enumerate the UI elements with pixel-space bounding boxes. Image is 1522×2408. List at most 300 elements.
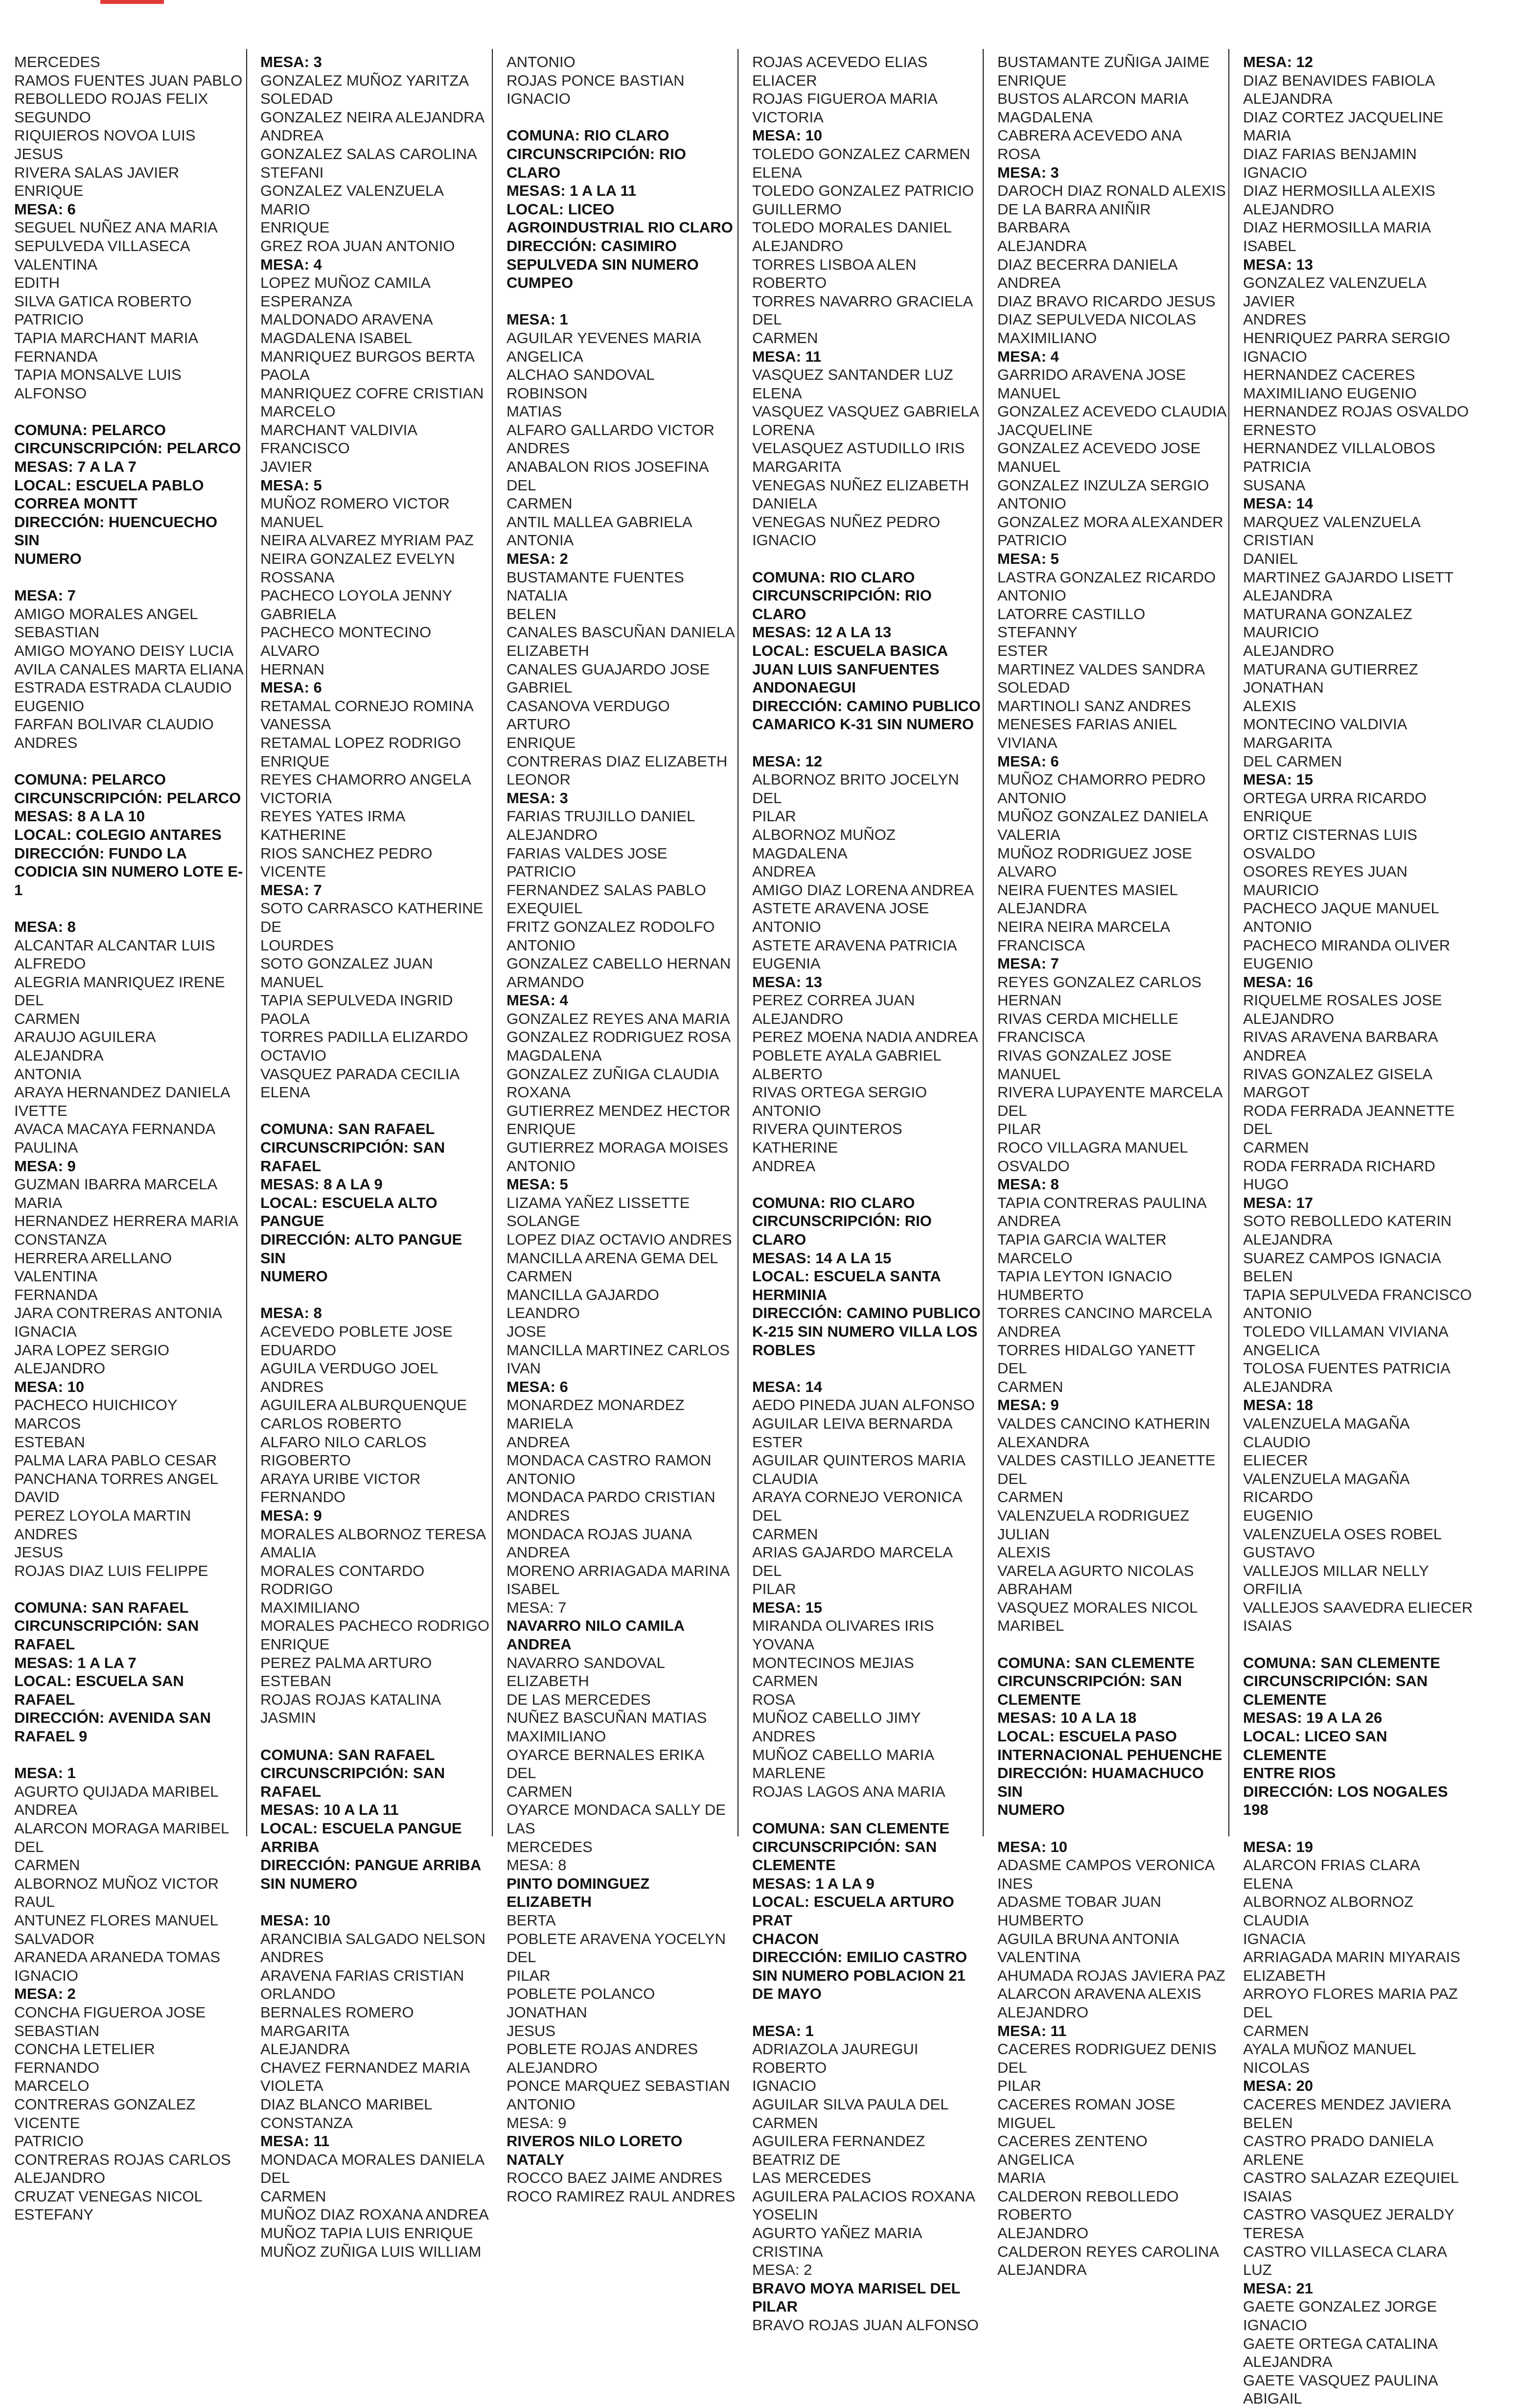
voter-name-line: ALEJANDRA [1243,2353,1333,2371]
voter-name-line: POBLETE ARAVENA YOCELYN DEL [507,1930,730,1966]
section-header-line: COMUNA: RIO CLARO [752,568,915,586]
voter-name-line: LEONOR [507,771,571,788]
voter-name-line: FERNANDA [14,1286,98,1303]
voter-name-line: AGUILERA PALACIOS ROXANA [752,2187,975,2205]
voter-name-line: RIVAS ORTEGA SERGIO ANTONIO [752,1084,931,1119]
voter-name-line: GONZALEZ RODRIGUEZ ROSA [507,1028,731,1046]
voter-name-line: LASTRA GONZALEZ RICARDO [997,568,1216,586]
section-header-line: LOCAL: ESCUELA ALTO PANGUE [260,1194,442,1230]
voter-name-line: ADASME TOBAR JUAN HUMBERTO [997,1893,1166,1929]
voter-name-line: ERNESTO [1243,421,1316,439]
mesa-heading: MESA: 3 [507,789,568,807]
voter-name-line: ALARCON MORAGA MARIBEL DEL [14,1820,233,1855]
voter-name-line: TAPIA CONTRERAS PAULINA [997,1194,1207,1211]
mesa-heading: MESA: 7 [260,881,322,899]
voter-name-line: PACHECO MONTECINO ALVARO [260,624,435,659]
mesa-heading: MESA: 5 [507,1176,568,1193]
mesa-heading: MESA: 11 [752,347,822,365]
voter-name-line: GONZALEZ MUÑOZ YARITZA [260,71,469,89]
section-header-line: CIRCUNSCRIPCIÓN: SAN [260,1139,445,1157]
voter-name-line: ENRIQUE [260,752,330,770]
voter-name-line: AMIGO MOYANO DEISY LUCIA [14,642,234,659]
section-header-line: DIRECCIÓN: LOS NOGALES 198 [1243,1783,1453,1819]
section-header-line: SEPULVEDA SIN NUMERO [507,255,699,273]
voter-name-line: VALENZUELA MAGAÑA RICARDO [1243,1470,1413,1506]
voter-name-line: CONCHA FIGUEROA JOSE [14,2003,206,2021]
voter-name-line: CARMEN [997,1488,1063,1506]
voter-name-line: PACHECO HUICHICOY MARCOS [14,1396,182,1432]
voter-name-line: TAPIA LEYTON IGNACIO HUMBERTO [997,1268,1176,1303]
voter-name-line: BUSTAMANTE FUENTES NATALIA [507,568,689,604]
section-header-line: CIRCUNSCRIPCIÓN: RIO CLARO [752,1212,936,1248]
voter-name-line: PACHECO JAQUE MANUEL ANTONIO [1243,900,1442,935]
voter-name-line: BUSTAMANTE ZUÑIGA JAIME [997,53,1210,70]
voter-name-line: TAPIA GARCIA WALTER MARCELO [997,1231,1171,1267]
voter-name-line: SEPULVEDA VILLASECA VALENTINA [14,237,194,273]
voter-name-line: ARAVENA FARIAS CRISTIAN [260,1967,464,1984]
section-header-line: DIRECCIÓN: HUAMACHUCO SIN [997,1764,1208,1800]
voter-name-line: ANDRES [507,1506,570,1524]
voter-name-line: SEBASTIAN [14,2022,99,2039]
voter-name-line: VENEGAS NUÑEZ PEDRO IGNACIO [752,513,945,549]
section-header-line: LOCAL: ESCUELA SANTA [752,1268,941,1285]
voter-name-line: VASQUEZ SANTANDER LUZ ELENA [752,366,958,402]
voter-name-line: LOPEZ DIAZ OCTAVIO ANDRES [507,1231,732,1248]
voter-name-line: ROJAS ROJAS KATALINA JASMIN [260,1690,445,1727]
voter-name-line: LORENA [752,421,815,439]
voter-name-line: NEIRA NEIRA MARCELA FRANCISCA [997,918,1174,954]
blank-line [260,1286,490,1304]
column-divider [246,49,247,1836]
column-divider [983,49,984,1836]
section-header-line: CIRCUNSCRIPCIÓN: SAN [997,1672,1182,1690]
voter-name-line: ALEJANDRO [997,2003,1089,2021]
voter-name-line: GUZMAN IBARRA MARCELA MARIA [14,1176,221,1211]
section-header-line: CIRCUNSCRIPCIÓN: RIO CLARO [507,145,691,181]
voter-name-line: ANTONIO [997,495,1066,512]
voter-name-line: ANDREA [507,1433,570,1451]
section-header-line: DIRECCIÓN: ALTO PANGUE SIN [260,1231,466,1267]
voter-name-line: ALARCON FRIAS CLARA ELENA [1243,1856,1424,1892]
section-header-line: CLEMENTE [997,1690,1081,1708]
voter-name-line: AGUILAR QUINTEROS MARIA [752,1452,966,1469]
mesa-heading: MESA: 10 [260,1911,330,1929]
section-header-line: MESAS: 8 A LA 10 [14,808,145,825]
section-header-line: DIRECCIÓN: CAMINO PUBLICO [752,697,981,715]
blank-line [14,402,244,421]
voter-name-line: VALLEJOS MILLAR NELLY ORFILIA [1243,1562,1433,1598]
voter-name-line: JACQUELINE [997,421,1093,439]
voter-name-line: ELIZABETH [1243,1967,1326,1984]
voter-name-line: MAXIMILIANO EUGENIO [1243,384,1417,402]
voter-name-line: CARMEN [507,1783,573,1800]
voter-name-line: VANESSA [260,716,331,733]
mesa-heading: MESA: 7 [14,587,76,604]
voter-name-line: VALENZUELA OSES ROBEL [1243,1525,1442,1543]
voter-name-line: SOLEDAD [997,679,1070,696]
voter-name-line: OYARCE MONDACA SALLY DE LAS [507,1801,730,1837]
voter-name-line: TAPIA MARCHANT MARIA [14,329,199,347]
voter-name-line: MARTINOLI SANZ ANDRES [997,697,1191,715]
voter-name-line: CONTRERAS DIAZ ELIZABETH [507,752,728,770]
section-header-line: CLEMENTE [752,1856,836,1874]
voter-name-line: MONDACA ROJAS JUANA ANDREA [507,1525,695,1561]
section-header-line: CIRCUNSCRIPCIÓN: SAN [260,1764,445,1782]
section-header-line: NAVARRO NILO CAMILA ANDREA [507,1617,688,1653]
voter-name-line: GONZALEZ MORA ALEXANDER [997,513,1223,531]
voter-name-line: ISAIAS [1243,1617,1292,1635]
voter-name-line: ALEJANDRO [752,237,844,255]
voter-name-line: ANTONIO [507,936,576,954]
section-header-line: CIRCUNSCRIPCIÓN: SAN [1243,1672,1428,1690]
voter-name-line: OYARCE BERNALES ERIKA DEL [507,1746,708,1782]
voter-name-line: SOLEDAD [260,90,333,108]
voter-name-line: ENRIQUE [997,71,1067,89]
voter-name-line: MARIA [997,2169,1046,2187]
voter-name-line: VALENTINA [997,1948,1081,1966]
column-3 [507,53,737,2205]
section-header-line: COMUNA: SAN CLEMENTE [752,1820,949,1837]
section-header-line: LOCAL: ESCUELA BASICA [752,642,948,659]
section-header-line: CIRCUNSCRIPCIÓN: SAN [752,1838,937,1855]
voter-name-line: MUÑOZ GONZALEZ DANIELA [997,808,1208,825]
voter-name-line: JAVIER [260,458,313,476]
section-header-line: MESAS: 1 A LA 11 [507,182,637,200]
voter-name-line: SUSANA [1243,476,1306,494]
section-header-line: LOCAL: ESCUELA ARTURO PRAT [752,1893,959,1929]
voter-name-line: ANTONIO [507,2095,576,2113]
voter-name-line: ALEJANDRO [507,2059,598,2076]
voter-name-line: ROSSANA [260,568,335,586]
mesa-heading: MESA: 18 [1243,1396,1313,1414]
voter-name-line: MAGDALENA [507,1047,602,1065]
section-header-line: COMUNA: RIO CLARO [752,1194,915,1211]
voter-name-line: AGUILAR LEIVA BERNARDA ESTER [752,1414,956,1451]
voter-name-line: PATRICIO [14,2132,84,2150]
blank-line [752,734,982,752]
voter-name-line: CARMEN [14,1010,80,1027]
voter-name-line: PACHECO LOYOLA JENNY GABRIELA [260,587,457,623]
section-header-line: LOCAL: LICEO [507,200,615,218]
voter-name-line: HERNANDEZ CACERES [1243,366,1415,384]
voter-name-line: ALFARO GALLARDO VICTOR [507,421,715,439]
mesa-heading: MESA: 14 [752,1378,822,1395]
blank-line [14,1580,244,1598]
blank-line [997,1819,1227,1838]
voter-name-line: ARRIAGADA MARIN MIYARAIS [1243,1948,1460,1966]
voter-name-line: VELASQUEZ ASTUDILLO IRIS [752,440,965,457]
voter-name-line: ARMANDO [507,973,584,991]
voter-name-line: RETAMAL LOPEZ RODRIGO [260,734,461,751]
voter-name-line: CACERES MENDEZ JAVIERA BELEN [1243,2095,1454,2131]
voter-name-line: ROJAS ACEVEDO ELIAS ELIACER [752,53,932,89]
section-header-line: COMUNA: SAN RAFAEL [14,1598,189,1616]
voter-name-line: POBLETE ROJAS ANDRES [507,2040,698,2058]
voter-name-line: MATURANA GONZALEZ MAURICIO [1243,605,1417,641]
voter-name-line: MARCELO [14,2077,90,2095]
voter-name-line: EUGENIO [14,697,84,715]
section-header-line: PINTO DOMINGUEZ ELIZABETH [507,1875,654,1911]
voter-name-line: DAROCH DIAZ RONALD ALEXIS [997,182,1226,200]
blank-line [14,899,244,918]
blank-line [752,1801,982,1819]
voter-name-line: MUÑOZ ZUÑIGA LUIS WILLIAM [260,2243,482,2260]
voter-name-line: AYALA MUÑOZ MANUEL NICOLAS [1243,2040,1420,2076]
section-header-line: CUMPEO [507,274,574,292]
voter-name-line: VIOLETA [260,2077,323,2095]
voter-name-line: HENRIQUEZ PARRA SERGIO [1243,329,1451,347]
section-header-line: INTERNACIONAL PEHUENCHE [997,1746,1222,1763]
voter-name-line: ALEXIS [1243,697,1296,715]
voter-name-line: FERNANDA [14,347,98,365]
voter-name-line: VASQUEZ MORALES NICOL [997,1598,1198,1616]
voter-name-line: ANTONIO [507,53,576,70]
section-header-line: COMUNA: SAN RAFAEL [260,1746,435,1763]
voter-name-line: VASQUEZ VASQUEZ GABRIELA [752,403,979,420]
voter-name-line: GUILLERMO [752,200,842,218]
voter-name-line: IVETTE [14,1102,68,1119]
voter-name-line: NAVARRO SANDOVAL ELIZABETH [507,1654,669,1690]
blank-line [1243,1819,1473,1838]
voter-name-line: FRITZ GONZALEZ RODOLFO [507,918,715,935]
blank-line [752,2003,982,2022]
voter-name-line: MUÑOZ CABELLO JIMY ANDRES [752,1709,924,1745]
voter-name-line: ANGELICA [1243,1341,1320,1359]
voter-name-line: RODA FERRADA RICHARD HUGO [1243,1157,1440,1193]
voter-name-line: TOLOSA FUENTES PATRICIA [1243,1360,1451,1377]
voter-name-line: DIAZ FARIAS BENJAMIN IGNACIO [1243,145,1421,181]
voter-name-line: GONZALEZ NEIRA ALEJANDRA [260,108,485,126]
voter-name-line: GONZALEZ SALAS CAROLINA [260,145,477,162]
mesa-heading: MESA: 15 [1243,771,1313,788]
voter-name-line: TAPIA SEPULVEDA FRANCISCO [1243,1286,1472,1303]
mesa-heading: MESA: 19 [1243,1838,1313,1855]
voter-name-line: RIOS SANCHEZ PEDRO VICENTE [260,844,437,880]
voter-name-line: RIVAS CERDA MICHELLE [997,1010,1178,1027]
voter-name-line: MONDACA MORALES DANIELA DEL [260,2151,488,2187]
voter-name-line: POBLETE AYALA GABRIEL ALBERTO [752,1047,945,1083]
section-header-line: BRAVO MOYA MARISEL DEL PILAR [752,2279,965,2315]
voter-name-line: CARMEN [752,329,818,347]
voter-name-line: JESUS [14,1544,63,1561]
voter-name-line: ALBORNOZ ALBORNOZ CLAUDIA [1243,1893,1418,1929]
voter-name-line: TOLEDO GONZALEZ PATRICIO [752,182,974,200]
section-header-line: RAFAEL [260,1783,321,1800]
voter-name-line: ALEXIS [997,1544,1051,1561]
mesa-heading: MESA: 1 [507,311,568,328]
voter-name-line: BUSTOS ALARCON MARIA [997,90,1189,108]
voter-name-line: ARANEDA ARANEDA TOMAS [14,1948,220,1966]
section-header-line: LOCAL: LICEO SAN CLEMENTE [1243,1728,1392,1763]
mesa-heading: MESA: 5 [260,476,322,494]
mesa-heading: MESA: 5 [997,550,1059,568]
voter-name-line: ANDREA [752,1157,816,1175]
section-header-line: MESAS: 19 A LA 26 [1243,1709,1383,1727]
section-header-line: LOCAL: ESCUELA PABLO [14,476,204,494]
section-header-line: LOCAL: ESCUELA PASO [997,1728,1177,1745]
voter-name-line: LOPEZ MUÑOZ CAMILA ESPERANZA [260,274,434,310]
voter-name-line: VENEGAS NUÑEZ ELIZABETH [752,476,969,494]
voter-name-line: ALCHAO SANDOVAL ROBINSON [507,366,659,402]
voter-name-line: GAETE ORTEGA CATALINA [1243,2335,1438,2352]
voter-name-line: ISABEL [507,1580,560,1598]
voter-name-line: REBOLLEDO ROJAS FELIX [14,90,208,108]
voter-name-line: GAETE VASQUEZ PAULINA ABIGAIL [1243,2371,1441,2408]
voter-name-line: RIVAS GONZALEZ JOSE MANUEL [997,1047,1176,1083]
voter-name-line: GONZALEZ ACEVEDO CLAUDIA [997,403,1227,420]
voter-name-line: ELIECER [1243,1452,1308,1469]
voter-name-line: ALEJANDRO [507,826,598,843]
voter-name-line: TORRES HIDALGO YANETT DEL [997,1341,1199,1377]
section-header-line: RAFAEL [14,1636,75,1653]
mesa-heading: MESA: 10 [752,127,822,144]
voter-name-line: TOLEDO GONZALEZ CARMEN ELENA [752,145,975,181]
section-header-line: CIRCUNSCRIPCIÓN: PELARCO [14,789,241,807]
voter-name-line: CARMEN [752,2114,818,2131]
voter-name-line: SUAREZ CAMPOS IGNACIA BELEN [1243,1249,1445,1285]
voter-name-line: ALBORNOZ MUÑOZ MAGDALENA [752,826,900,862]
mesa-heading: MESA: 3 [260,53,322,70]
mesa-heading: MESA: 15 [752,1598,822,1616]
voter-name-line: MERCEDES [14,53,100,70]
column-2 [260,53,490,2260]
voter-name-line: OSORES REYES JUAN MAURICIO [1243,863,1412,899]
voter-name-line: ALEJANDRO [997,2224,1089,2242]
column-divider [492,49,493,1836]
section-header-line: COMUNA: SAN RAFAEL [260,1120,435,1138]
voter-name-line: MARIBEL [997,1617,1064,1635]
voter-name-line: ROCO VILLAGRA MANUEL OSVALDO [997,1139,1192,1175]
voter-name-line: AGUILERA FERNANDEZ BEATRIZ DE [752,2132,929,2168]
column-4 [752,53,982,2334]
voter-name-line: ANTUNEZ FLORES MANUEL [14,1911,218,1929]
voter-name-line: PILAR [997,2077,1041,2095]
voter-name-line: ASTETE ARAVENA PATRICIA [752,936,957,954]
voter-name-line: EDITH [14,274,60,292]
voter-name-line: AGUILAR YEVENES MARIA [507,329,701,347]
voter-name-line: MONDACA PARDO CRISTIAN [507,1488,715,1506]
voter-name-line: ALEJANDRO [1243,1010,1335,1027]
voter-name-line: MUÑOZ CHAMORRO PEDRO [997,771,1206,788]
mesa-heading: MESA: 12 [752,752,822,770]
voter-name-line: TAPIA SEPULVEDA INGRID PAOLA [260,992,457,1027]
voter-name-line: ALEJANDRA [997,900,1087,917]
section-header-line: DIRECCIÓN: CAMINO PUBLICO [752,1304,981,1322]
voter-name-line: HERNAN [260,660,324,678]
section-header-line: ARRIBA [260,1838,320,1855]
voter-name-line: CRUZAT VENEGAS NICOL ESTEFANY [14,2187,207,2223]
voter-name-line: ENRIQUE [507,1120,576,1138]
section-header-line: COMUNA: RIO CLARO [507,127,669,144]
voter-name-line: AGUILAR SILVA PAULA DEL [752,2095,949,2113]
voter-name-line: PILAR [997,1120,1041,1138]
voter-name-line: CASANOVA VERDUGO ARTURO [507,697,673,733]
voter-name-line: REYES CHAMORRO ANGELA [260,771,471,788]
voter-name-line: IGNACIA [14,1322,77,1340]
mesa-heading: MESA: 1 [14,1764,76,1782]
voter-name-line: MARTINEZ GAJARDO LISETT [1243,568,1454,586]
voter-name-line: DE LAS MERCEDES [507,1690,651,1708]
voter-name-line: MAXIMILIANO [507,1728,606,1745]
voter-name-line: MONTECINO VALDIVIA MARGARITA [1243,716,1411,751]
voter-name-line: TORRES LISBOA ALEN ROBERTO [752,255,921,292]
voter-name-line: ANTIL MALLEA GABRIELA ANTONIA [507,513,695,549]
voter-name-line: AGURTO YAÑEZ MARIA CRISTINA [752,2224,926,2260]
voter-name-line: ADRIAZOLA JAUREGUI ROBERTO [752,2040,922,2076]
voter-name-line: VARELA AGURTO NICOLAS [997,1562,1194,1579]
blank-line [752,1359,982,1378]
mesa-heading: MESA: 14 [1243,495,1313,512]
section-header-line: DIRECCIÓN: CASIMIRO [507,237,677,255]
voter-name-line: GONZALEZ VALENZUELA MARIO [260,182,447,218]
voter-name-line: AEDO PINEDA JUAN ALFONSO [752,1396,975,1414]
blank-line [507,292,737,311]
voter-name-line: ALARCON ARAVENA ALEXIS [997,1985,1201,2003]
blank-line [507,108,737,127]
voter-name-line: TORRES PADILLA ELIZARDO [260,1028,468,1046]
voter-name-line: MENESES FARIAS ANIEL VIVIANA [997,716,1181,751]
voter-name-line: MANCILLA ARENA GEMA DEL [507,1249,718,1267]
voter-name-line: MONARDEZ MONARDEZ MARIELA [507,1396,689,1432]
section-header-line: ANDONAEGUI [752,679,856,696]
voter-name-line: CONSTANZA [260,2114,353,2131]
voter-name-line: VALENZUELA MAGAÑA CLAUDIO [1243,1414,1413,1451]
column-1 [14,53,244,2223]
voter-name-line: ORLANDO [260,1985,336,2003]
voter-name-line: CARMEN [260,2187,326,2205]
voter-name-line: CABRERA ACEVEDO ANA ROSA [997,127,1186,162]
voter-name-line: EUGENIO [1243,955,1313,972]
voter-name-line: IGNACIO [14,1967,78,1984]
voter-name-line: MORALES CONTARDO RODRIGO [260,1562,429,1598]
voter-name-line: MATIAS [507,403,562,420]
voter-name-line: ALEJANDRA [1243,587,1333,604]
voter-name-line: ALEJANDRA [1243,1378,1333,1395]
voter-name-line: ANDREA [997,1322,1061,1340]
voter-name-line: DIAZ HERMOSILLA ALEXIS [1243,182,1435,200]
voter-name-line: NUÑEZ BASCUÑAN MATIAS [507,1709,707,1727]
voter-name-line: MIRANDA OLIVARES IRIS YOVANA [752,1617,938,1653]
voter-name-line: ALEJANDRO [1243,200,1335,218]
voter-name-line: SALVADOR [14,1930,95,1947]
voter-name-line: MANRIQUEZ BURGOS BERTA PAOLA [260,347,478,384]
voter-name-line: ROJAS FIGUEROA MARIA VICTORIA [752,90,941,126]
voter-name-line: ALEJANDRA [1243,90,1333,108]
voter-name-line: RODA FERRADA JEANNETTE DEL [1243,1102,1459,1138]
voter-name-line: BRAVO ROJAS JUAN ALFONSO [752,2316,979,2334]
voter-name-line: MUÑOZ ROMERO VICTOR MANUEL [260,495,454,531]
blank-line [1243,1635,1473,1654]
voter-name-line: MARGARITA [752,458,841,476]
voter-name-line: GONZALEZ INZULZA SERGIO [997,476,1209,494]
voter-name-line: MONDACA CASTRO RAMON [507,1452,712,1469]
voter-name-line: ENRIQUE [507,734,576,751]
voter-name-line: LATORRE CASTILLO STEFANNY [997,605,1150,641]
voter-name-line: MUÑOZ RODRIGUEZ JOSE ALVARO [997,844,1196,880]
blank-line [260,1102,490,1120]
mesa-heading: MESA: 6 [14,200,76,218]
voter-name-line: TORRES NAVARRO GRACIELA DEL [752,292,977,328]
voter-name-line: CONSTANZA [14,1231,107,1248]
voter-name-line: ORTIZ CISTERNAS LUIS OSVALDO [1243,826,1422,862]
mesa-heading: MESA: 16 [1243,973,1313,991]
voter-name-line: MAGDALENA [997,108,1093,126]
voter-name-line: MERCEDES [507,1838,593,1855]
voter-name-line: ANDREA [260,127,324,144]
voter-name-line: ARAYA URIBE VICTOR FERNANDO [260,1470,425,1506]
section-header-line: RIVEROS NILO LORETO NATALY [507,2132,687,2168]
voter-name-line: ANDRES [260,1948,324,1966]
